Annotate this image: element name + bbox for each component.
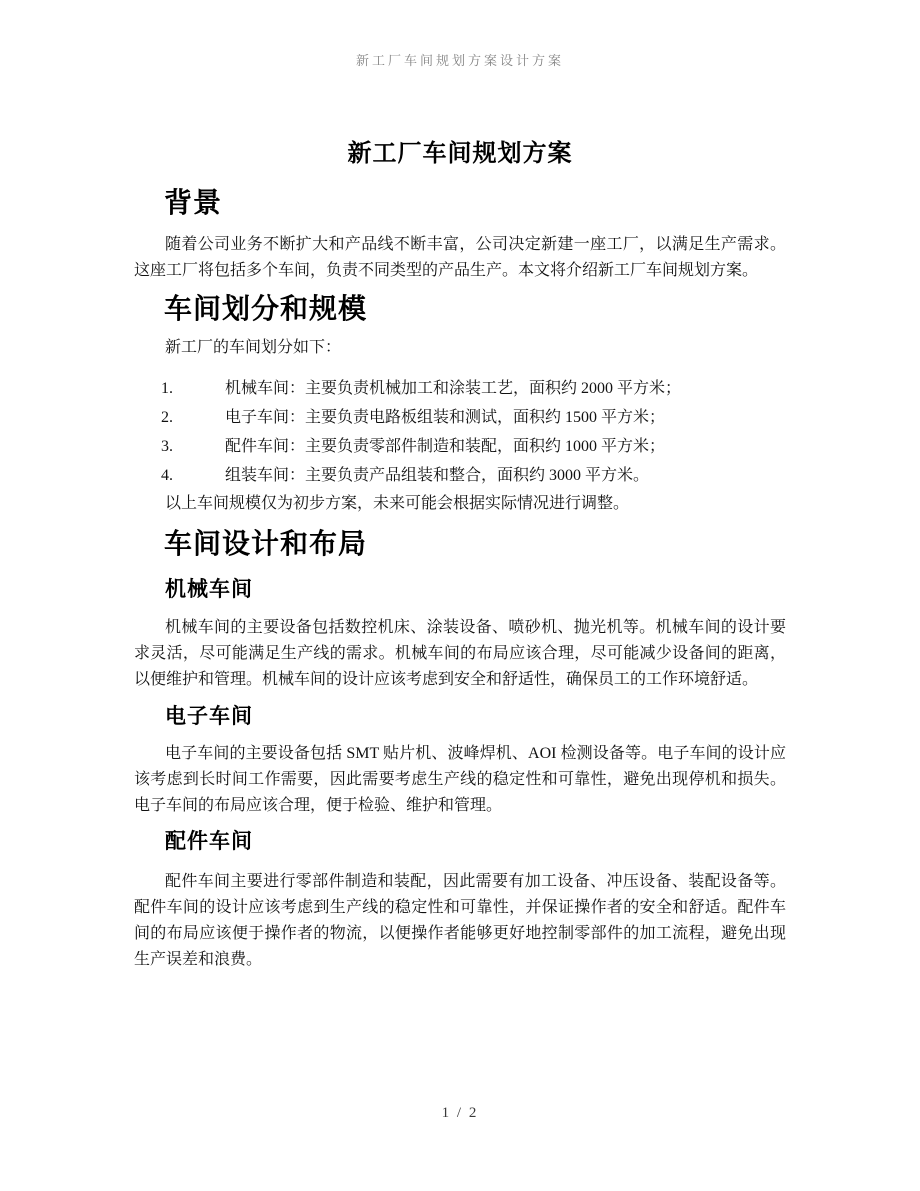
page-number: 1 / 2 (441, 1105, 479, 1121)
list-item-number: 2. (161, 409, 173, 426)
subheading-mechanical: 机械车间 (165, 577, 253, 601)
subheading-parts: 配件车间 (165, 829, 253, 853)
list-item-number: 4. (161, 467, 173, 484)
paragraph-background: 随着公司业务不断扩大和产品线不断丰富，公司决定新建一座工厂，以满足生产需求。这座工厂将包括多个车间，负责不同类型的产品生产。本文将介绍新工厂车间规划方案。 (134, 236, 786, 279)
list-item-text: 机械车间：主要负责机械加工和涂装工艺，面积约 2000 平方米； (225, 380, 682, 397)
list-item (134, 403, 786, 432)
list-item-text: 配件车间：主要负责零部件制造和装配，面积约 1000 平方米； (225, 438, 666, 455)
list-item (134, 432, 786, 461)
workshop-list (134, 374, 786, 490)
paragraph-parts: 配件车间主要进行零部件制造和装配，因此需要有加工设备、冲压设备、装配设备等。配件车间的设计应该考虑到生产线的稳定性和可靠性，并保证操作者的安全和舒适。配件车间的布局应该便于操作者的物流，以便操作者能够更好地控制零部件的加工流程，避免出现生产误差和浪费。 (134, 873, 786, 968)
list-item-number: 3. (161, 438, 173, 455)
paragraph-division-intro: 新工厂的车间划分如下： (165, 339, 342, 356)
paragraph-mechanical: 机械车间的主要设备包括数控机床、涂装设备、喷砂机、抛光机等。机械车间的设计要求灵活，尽可能满足生产线的需求。机械车间的布局应该合理，尽可能减少设备间的距离，以便维护和管理。机械车间的设计应该考虑到安全和舒适性，确保员工的工作环境舒适。 (134, 619, 786, 688)
heading-division: 车间划分和规模 (164, 294, 368, 325)
heading-background: 背景 (164, 188, 223, 219)
paragraph-electronic: 电子车间的主要设备包括 SMT 贴片机、波峰焊机、AOI 检测设备等。电子车间的设计应该考虑到长时间工作需要，因此需要考虑生产线的稳定性和可靠性，避免出现停机和损失。电子车间的布局应该合理，便于检验、维护和管理。 (134, 745, 786, 814)
list-item (134, 461, 786, 490)
paragraph-division-note: 以上车间规模仅为初步方案，未来可能会根据实际情况进行调整。 (165, 495, 630, 512)
list-item-number: 1. (161, 380, 173, 397)
list-item (134, 374, 786, 403)
document-title: 新工厂车间规划方案 (347, 141, 573, 167)
list-item-text: 组装车间：主要负责产品组装和整合，面积约 3000 平方米。 (225, 467, 650, 484)
running-header: 新工厂车间规划方案设计方案 (355, 53, 564, 68)
heading-design: 车间设计和布局 (164, 529, 368, 560)
subheading-electronic: 电子车间 (165, 704, 253, 728)
list-item-text: 电子车间：主要负责电路板组装和测试，面积约 1500 平方米； (225, 409, 666, 426)
document-body (134, 0, 786, 973)
